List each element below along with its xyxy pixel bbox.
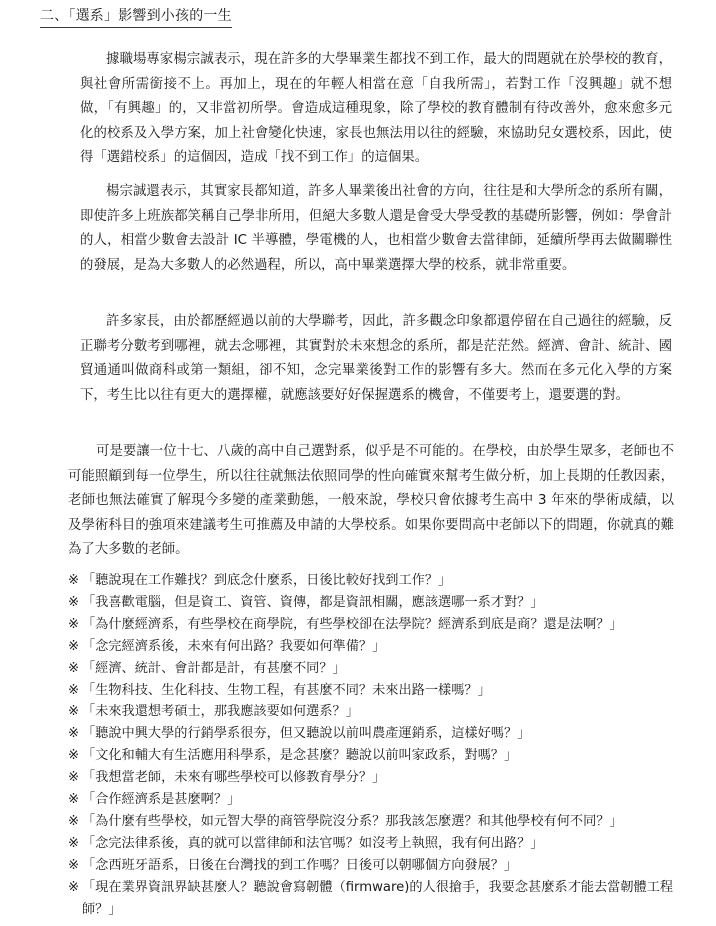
question-text: 「未來我還想考碩士，那我應該要如何選系？」 bbox=[82, 704, 359, 720]
question-item bbox=[68, 570, 678, 592]
question-item bbox=[68, 614, 678, 636]
question-text: 「經濟、統計、會計都是計，有甚麼不同？」 bbox=[82, 660, 346, 676]
reference-mark: ※ bbox=[68, 726, 80, 742]
paragraph-1: 據職場專家楊宗誠表示，現在許多的大學畢業生都找不到工作，最大的問題就在於學校的教育，與社會所需銜接不上。再加上，現在的年輕人相當在意「自我所需」，若對工作「沒興趣」就不想做，「有興趣」的，又非當初所學。會造成這種現象，除了學校的教育體制有待改善外，愈來愈多元化的校系及入學方案，加上社會變化快速，家長也無法用以往的經驗，來協助兒女選校系，因此，使得「選錯校系」的這個因，造成「找不到工作」的這個果。 bbox=[80, 52, 672, 165]
reference-mark: ※ bbox=[68, 616, 80, 632]
question-item bbox=[68, 877, 678, 921]
question-text: 「我想當老師，未來有哪些學校可以修教育學分？」 bbox=[82, 770, 386, 786]
question-item bbox=[68, 701, 678, 723]
question-item bbox=[68, 833, 678, 855]
question-item bbox=[68, 680, 678, 702]
question-text: 「念西班牙語系，日後在台灣找的到工作嗎？日後可以朝哪個方向發展？」 bbox=[82, 857, 518, 873]
question-text: 「聽說現在工作難找？到底念什麼系，日後比較好找到工作？」 bbox=[82, 573, 452, 588]
question-item bbox=[68, 811, 678, 833]
question-item bbox=[68, 636, 678, 658]
reference-mark: ※ bbox=[68, 879, 80, 895]
paragraph-3: 許多家長，由於都歷經過以前的大學聯考，因此，許多觀念印象都還停留在自己過往的經驗，反正聯考分數考到哪裡，就去念哪裡，其實對於未來想念的系所，都是茫茫然。經濟、會計、統計、國貿通通叫做商科或第一類組，卻不知，念完畢業後對工作的影響有多大。然而在多元化入學的方案下，考生比以往有更大的選擇權，就應該要好好保握選系的機會，不僅要考上，還要選的對。 bbox=[80, 314, 672, 403]
reference-mark: ※ bbox=[68, 748, 80, 764]
question-item bbox=[68, 745, 678, 767]
question-text: 「文化和輔大有生活應用科學系，是念甚麼？聽說以前叫家政系，對嗎？」 bbox=[82, 748, 518, 764]
question-list bbox=[68, 570, 678, 921]
reference-mark: ※ bbox=[68, 770, 80, 786]
reference-mark: ※ bbox=[68, 594, 80, 610]
reference-mark: ※ bbox=[68, 857, 80, 873]
reference-mark: ※ bbox=[68, 813, 80, 829]
question-text: 「為什麼有些學校，如元智大學的商管學院沒分系？那我該怎麼選？和其他學校有何不同？」 bbox=[82, 813, 623, 829]
question-item bbox=[68, 767, 678, 789]
paragraph-2: 楊宗誠還表示，其實家長都知道，許多人畢業後出社會的方向，往往是和大學所念的系所有關，即使許多上班族都笑稱自己學非所用，但絕大多數人還是會受大學受教的基礎所影響，例如：學會計的人，相當少數會去設計 IC 半導體，學電機的人，也相當少數會去當律師，延續所學再去做關聯性的發展，是為大多數人的必然過程，所以，高中畢業選擇大學的校系，就非常重要。 bbox=[80, 184, 672, 273]
reference-mark: ※ bbox=[68, 704, 80, 720]
reference-mark: ※ bbox=[68, 835, 80, 851]
question-item bbox=[68, 855, 678, 877]
question-item bbox=[68, 789, 678, 811]
section-heading: 二、「選系」影響到小孩的一生 bbox=[40, 8, 232, 24]
question-text: 「我喜歡電腦，但是資工、資管、資傳，都是資訊相關，應該選哪一系才對？」 bbox=[82, 594, 544, 610]
question-text: 「合作經濟系是甚麼啊？」 bbox=[82, 792, 241, 808]
question-item bbox=[68, 658, 678, 680]
paragraph-4: 可是要讓一位十七、八歲的高中自己選對系，似乎是不可能的。在學校，由於學生眾多，老師也不可能照顧到每一位學生，所以往往就無法依照同學的性向確實來幫考生做分析，加上長期的任教因素，老師也無法確實了解現今多變的產業動態，一般來說，學校只會依據考生高中 3 年來的學術成績，以及學術科目的強項來建議考生可推薦及申請的大學校系。如果你要問高中老師以下的問題，你就真的難為了大多數的老師。 bbox=[68, 444, 674, 557]
reference-mark: ※ bbox=[68, 573, 80, 588]
question-text: 「念完法律系後，真的就可以當律師和法官嗎？如沒考上執照，我有何出路？」 bbox=[82, 835, 544, 851]
reference-mark: ※ bbox=[68, 638, 80, 654]
question-item bbox=[68, 592, 678, 614]
reference-mark: ※ bbox=[68, 660, 80, 676]
reference-mark: ※ bbox=[68, 792, 80, 808]
question-text: 「念完經濟系後，未來有何出路？我要如何準備？」 bbox=[82, 638, 386, 654]
question-text: 「聽說中興大學的行銷學系很夯，但又聽說以前叫農產運銷系，這樣好嗎？」 bbox=[82, 726, 531, 742]
question-text: 「為什麼經濟系，有些學校在商學院，有些學校卻在法學院？經濟系到底是商？還是法啊？」 bbox=[82, 616, 623, 632]
question-item bbox=[68, 723, 678, 745]
question-text: 「現在業界資訊界缺甚麼人？聽說會寫韌體（firmware)的人很搶手，我要念甚麼系才能去當韌體工程師？」 bbox=[82, 879, 674, 917]
question-text: 「生物科技、生化科技、生物工程，有甚麼不同？未來出路一樣嗎？」 bbox=[82, 682, 491, 698]
reference-mark: ※ bbox=[68, 682, 80, 698]
